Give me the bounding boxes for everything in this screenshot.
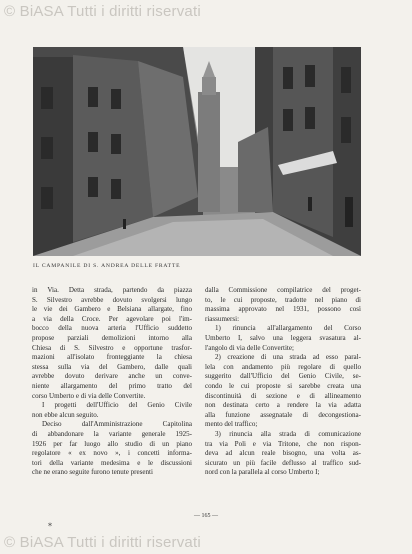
asterisk-mark: * [48, 522, 52, 531]
text-column-right [205, 286, 361, 478]
text-line: propose parziali demolizioni intorno alla [32, 333, 192, 342]
text-line: 1926 per far luogo allo studio di un piano [32, 439, 192, 448]
page-number: — 165 — [194, 513, 218, 519]
text-line: tra via Poli e via Tritone, che non rispon- [205, 439, 361, 448]
text-line: l'angolo di via delle Convertite; [205, 343, 294, 352]
text-line: discontinuità di sezione e di allineamento [205, 391, 361, 400]
watermark-top: © BiASA Tutti i diritti riservati [4, 3, 201, 20]
text-line: 2) creazione di una strada ad esso paral- [215, 353, 361, 362]
text-line: stessa sulla via del Gambero, dalle quali [32, 362, 192, 371]
text-line: riassumersi: [205, 314, 240, 323]
text-line: a via della Croce. Per agevolare poi l'im- [32, 314, 192, 323]
text-line: dalla Commissione compilatrice del proget- [205, 286, 361, 294]
text-column-left [32, 286, 192, 478]
text-line: nord con la parallela al corso Umberto I; [205, 468, 320, 477]
text-line: deva ad alcun reale bisogno, una volta as- [205, 449, 361, 458]
text-line: to, le cui proposte, tradotte nel piano di [205, 295, 361, 304]
text-line: non destinata certo a rendere la via adatta [205, 401, 361, 410]
street-photo-drawing [33, 47, 361, 256]
text-line: lela con andamento più regolare di quello [205, 362, 361, 371]
text-line: condo le cui proposte si sarebbe creata una [205, 381, 361, 390]
text-line: bocco della nuova arteria l'Ufficio suddetto [32, 324, 192, 333]
text-line: niente allargamento del primo tratto del [32, 381, 192, 390]
text-line: tori della variante medesima e le discussioni [32, 458, 192, 467]
text-line: in Via. Detta strada, partendo da piazza [32, 286, 192, 294]
text-line: di abbandonare la variante generale 1925- [32, 429, 192, 438]
text-line: non ebbe alcun seguito. [32, 410, 99, 419]
text-line: suggerito dall'Ufficio del Genio Civile, se- [205, 372, 361, 381]
watermark-bottom: © BiASA Tutti i diritti riservati [4, 534, 201, 551]
text-line: massima approvato nel 1931, possono così [205, 305, 361, 314]
street-photograph [33, 47, 361, 256]
text-line: corso Umberto e di via delle Convertite. [32, 391, 146, 400]
text-line: Umberto I, salvo una leggera svasatura al- [205, 333, 361, 342]
text-line: le vie dei Gambero e Belsiana allargate, fino [32, 305, 192, 314]
text-line: mento del traffico; [205, 420, 258, 429]
photo-caption: IL CAMPANILE DI S. ANDREA DELLE FRATTE [33, 263, 181, 269]
text-line: 3) rinuncia alla strada di comunicazione [215, 429, 361, 438]
text-line: sicurato un più facile deflusso al traffico sud- [205, 458, 361, 467]
text-line: che ne erano seguite furono tenute presenti [32, 468, 153, 477]
text-line: regolatore « ex novo », i concetti informa- [32, 449, 192, 458]
text-line: mazioni all'isolato fronteggiante la chiesa [32, 353, 192, 362]
text-line: I progetti dell'Ufficio del Genio Civile [42, 401, 192, 410]
text-line: avrebbe dovuto derivare anche un conve- [32, 372, 192, 381]
text-line: alla funzione assegnatale di decongestiona- [205, 410, 361, 419]
text-line: Deciso dall'Amministrazione Capitolina [42, 420, 192, 429]
text-line: Chiesa di S. Silvestro e opportune trasfor- [32, 343, 192, 352]
text-line: S. Silvestro avrebbe dovuto svolgersi lungo [32, 295, 192, 304]
text-line: 1) rinuncia all'allargamento del Corso [215, 324, 361, 333]
